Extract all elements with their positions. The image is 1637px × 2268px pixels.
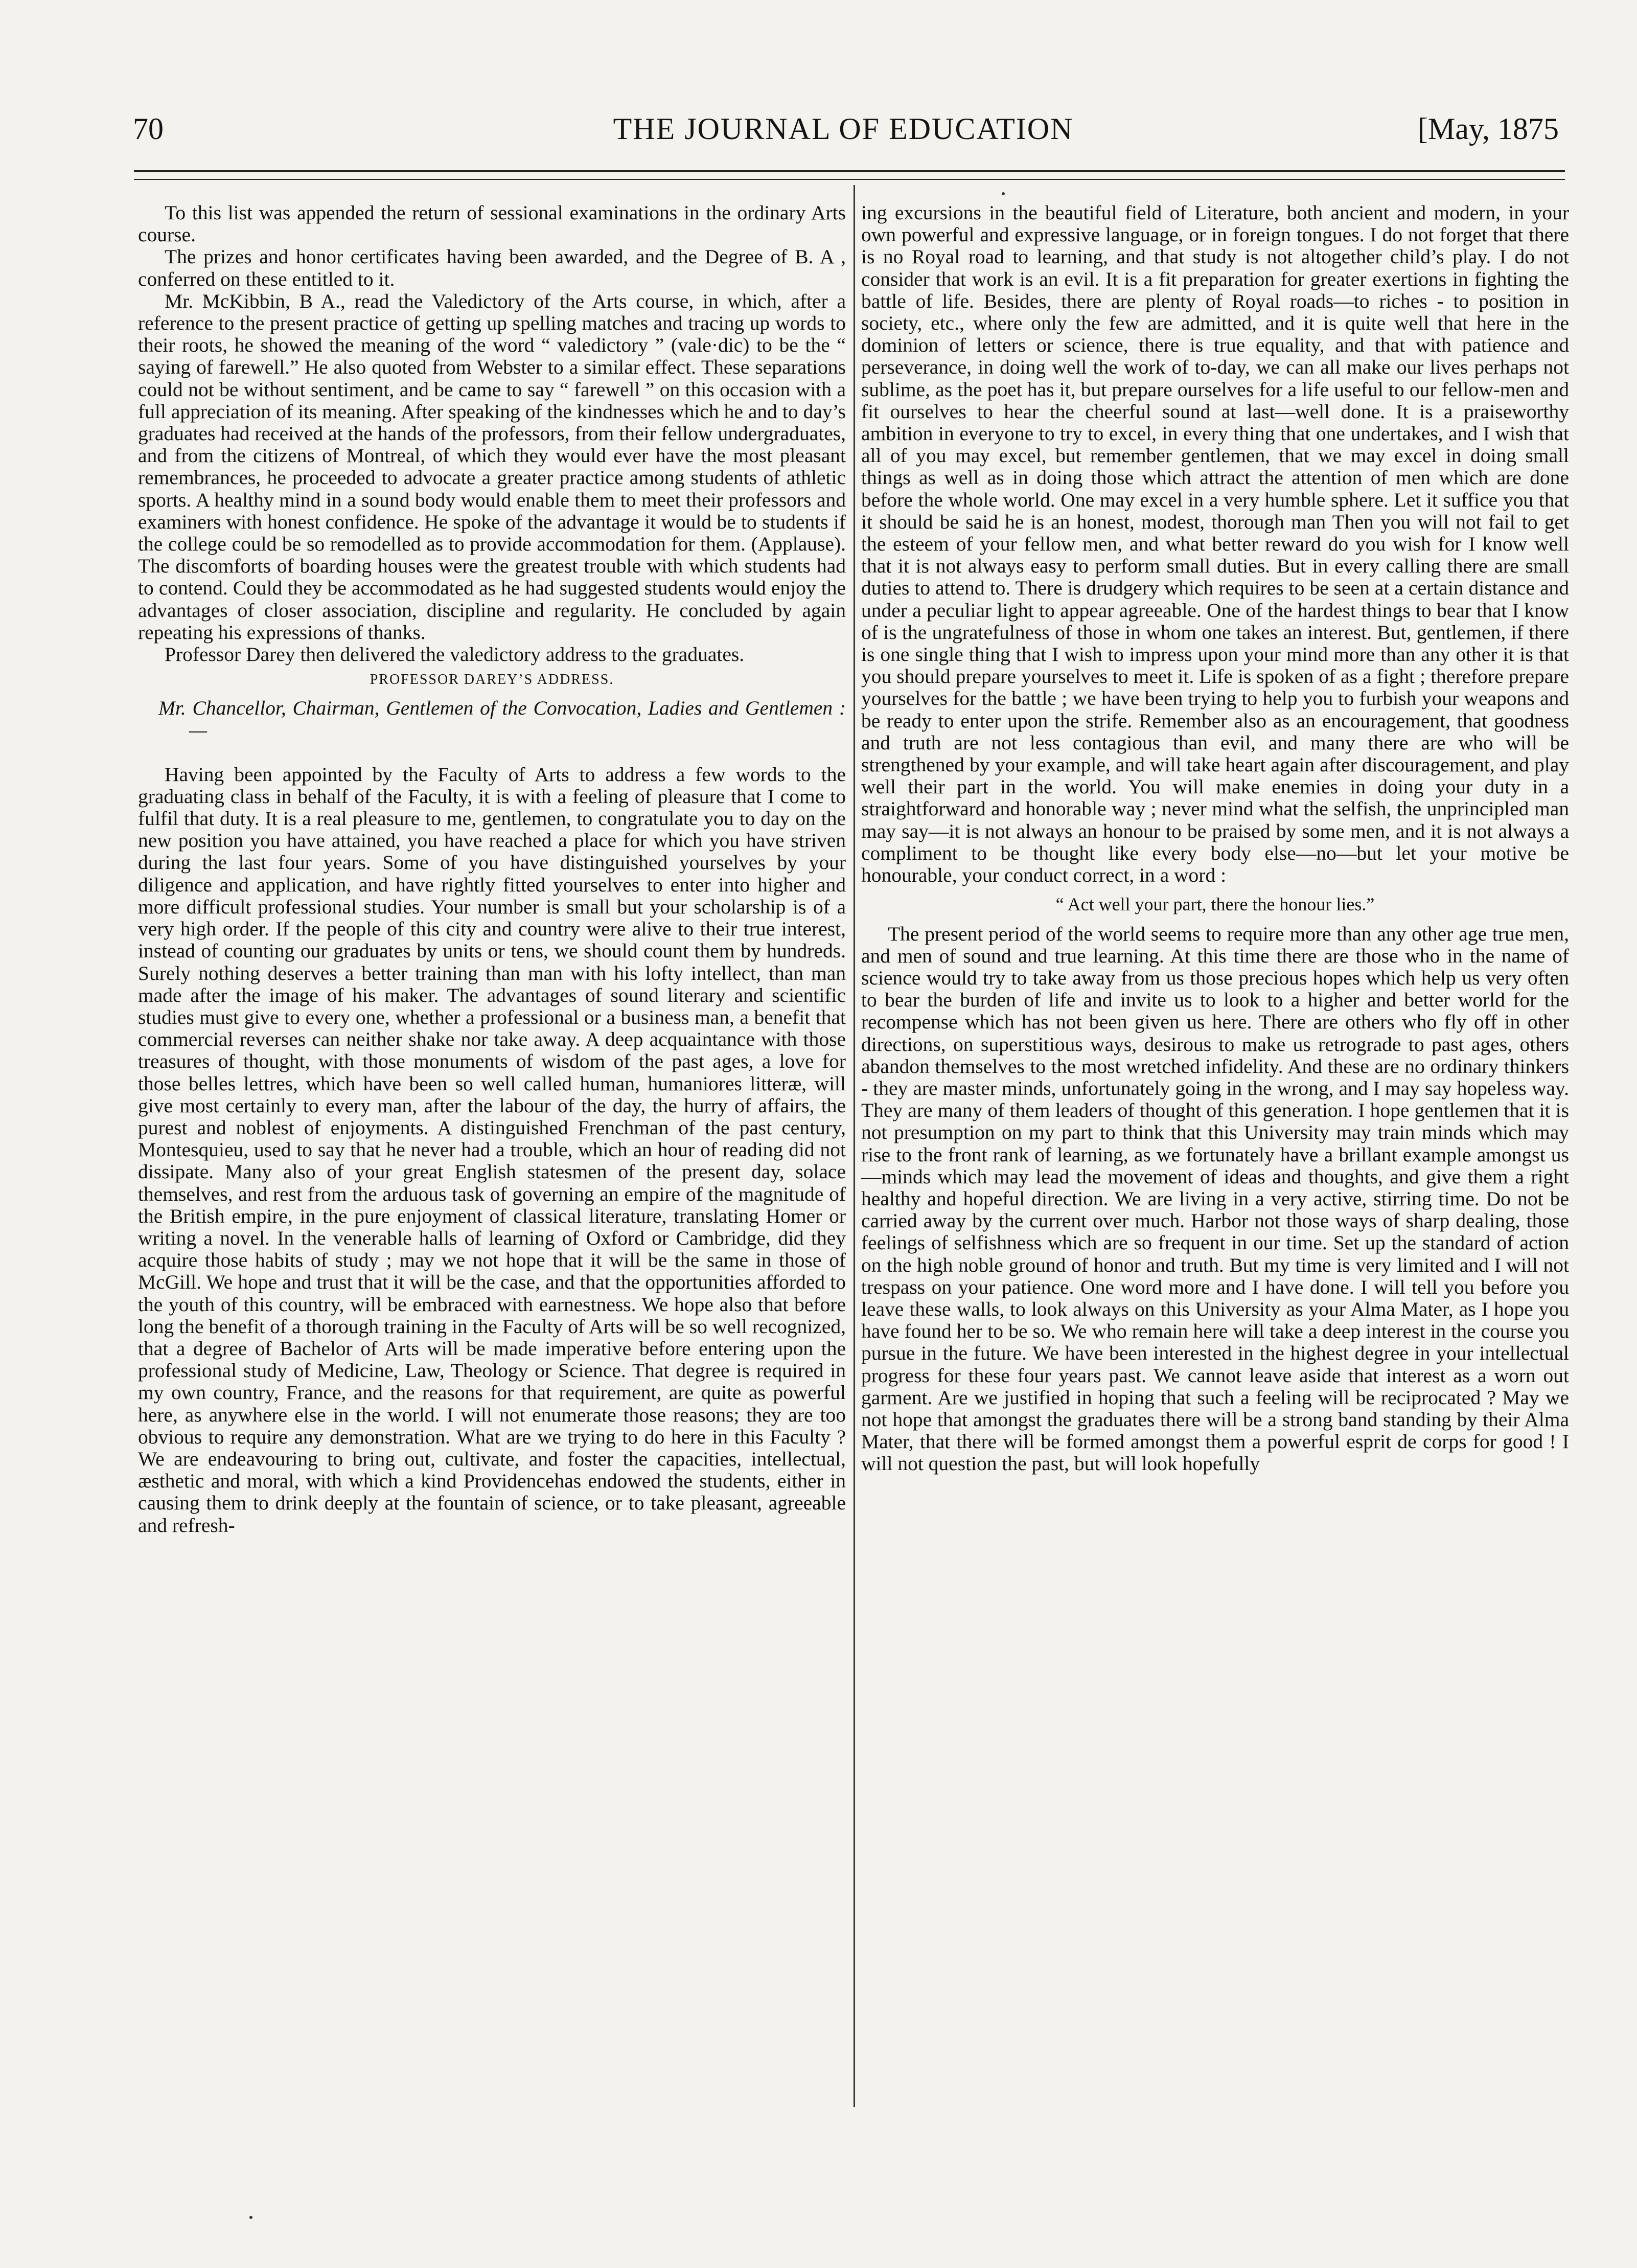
paragraph-darey-intro: Professor Darey then delivered the valedictory address to the graduates. [165,643,745,666]
paragraph-address-continued: ing excursions in the beautiful field of Literature, both ancient and modern, in your own powerful and expressive language, or in foreign tongues. I do not forget that there is no Royal road to learning, and that study is not altogether child’s play. I do not consider that work is an evil. It is a fit preparation for greater exertions in fighting the battle of life. Besides, there are plenty of Royal roads—to riches - to position in society, etc., where only the few are admitted, and it is quite well that here in the dominion of letters or science, there is true equality, and that with patience and perseverance, in doing well the work of to-day, we can all make our lives perhaps not sublime, as the poet has it, but prepare ourselves for a life useful to our fellow-men and fit ourselves to hear the cheerful sound at last—well done. It is a praiseworthy ambition in everyone to try to excel, in every thing that one undertakes, and I wish that all of you may excel, but remember gentlemen, that we may excel in doing small things as well as in doing those which attract the attention of men which are done before the whole world. One may excel in a very humble sphere. Let it suffice you that it should be said he is an honest, modest, thorough man Then you will not fail to get the esteem of your fellow men, and what better reward do you wish for I know well that it is not always easy to perform small duties. But in every calling there are small duties to attend to. There is drudgery which requires to be seen at a certain distance and under a peculiar light to appear agreeable. One of the hardest things to bear that I know of is the ungratefulness of those in whom one takes an interest. But, gentlemen, if there is one single thing that I wish to impress upon your mind more than any other it is that you should prepare yourselves to meet it. Life is spoken of as a fight ; therefore prepare yourselves for the battle ; we have been trying to help you to furbish your weapons and be ready to enter upon the strife. Remember also as an encouragement, that goodness and truth are not less contagious than evil, and many there are who will be strengthened by your example, and will take heart again after discouragement, and play well their part in the world. You will make enemies in doing your duty in a straightforward and honorable way ; never mind what the selfish, the unprincipled man may say—it is not always an honour to be praised by some men, and it is not always a compliment to be thought like every body else—no—but let your motive be honourable, your conduct correct, in a word : [861,201,1569,887]
address-heading: PROFESSOR DAREY’S ADDRESS. [370,672,614,688]
page-number: 70 [133,112,164,146]
issue-date: [May, 1875 [1417,112,1559,146]
header-rule-thin [134,179,1565,180]
paragraph-sessional-examinations: To this list was appended the return of sessional examinations in the ordinary Arts course. [138,201,846,246]
paragraph-present-period: The present period of the world seems to require more than any other age true men, and men of sound and true learning. At this time there are those who in the name of science would try to take away from us those precious hopes which help us very often to bear the burden of life and invite us to look to a higher and better world for the recompense which has not been given us here. There are others who fly off in other directions, on superstitious ways, desirous to make us retrograde to past ages, others abandon themselves to the most wretched infidelity. And these are no ordinary thinkers - they are master minds, unfortunately going in the wrong, and I may say hopeless way. They are many of them leaders of thought of this generation. I hope gentlemen that it is not presumption on my part to think that this University may train minds which may rise to the front rank of learning, as we fortunately have a brillant example amongst us—minds which may lead the movement of ideas and thoughts, and give them a right healthy and hopeful direction. We are living in a very active, stirring time. Do not be carried away by the current over much. Harbor not those ways of sharp dealing, those feelings of selfishness which are so frequent in our time. Set up the standard of action on the high noble ground of honor and truth. But my time is very limited and I will not trespass on your patience. One word more and I have done. I will tell you before you leave these walls, to look always on this University as your Alma Mater, as I hope you have found her to be so. We who remain here will take a deep interest in the course you pursue in the future. We have been interested in the highest degree in your intellectual progress for these four years past. We cannot leave aside that interest as a worn out garment. Are we justified in hoping that such a feeling will be reciprocated ? May we not hope that amongst the graduates there will be a strong band standing by their Alma Mater, that there will be formed amongst them a powerful esprit de corps for good ! I will not question the past, but will look hopefully [861,922,1569,1475]
print-speck [249,2216,252,2219]
paragraph-valedictory-arts: Mr. McKibbin, B A., read the Valedictory of the Arts course, in which, after a reference to the present practice of getting up spelling matches and tracing up words to their roots, he showed the meaning of the word “ valedictory ” (vale·dic) to be the “ saying of farewell.” He also quoted from Webster to a similar effect. These separations could not be without sentiment, and be came to say “ farewell ” on this occasion with a full appreciation of its meaning. After speaking of the kindnesses which he and to day’s graduates had received at the hands of the professors, from their fellow undergraduates, and from the citizens of Montreal, of which they would ever have the most pleasant remembrances, he proceeded to advocate a greater practice among students of athletic sports. A healthy mind in a sound body would enable them to meet their professors and examiners with honest confidence. He spoke of the advantage it would be to students if the college could be so remodelled as to provide accommodation for them. (Applause). The discomforts of boarding houses were the greatest trouble with which students had to contend. Could they be accommodated as he had suggested students would enjoy the advantages of closer association, discipline and regularity. He concluded by again repeating his expressions of thanks. [138,289,846,644]
header-rule-thick [134,170,1565,172]
paragraph-address-opening: Having been appointed by the Faculty of Arts to address a few words to the graduating class in behalf of the Faculty, it is with a feeling of pleasure that I come to fulfil that duty. It is a real pleasure to me, gentlemen, to congratulate you to day on the new position you have attained, you have reached a place for which you have striven during the last four years. Some of you have distinguished yourselves by your diligence and application, and have rightly fitted yourselves to enter into higher and more difficult professional studies. Your number is small but your scholarship is of a very high order. If the people of this city and country were alive to their true interest, instead of counting our graduates by units or tens, we should count them by hundreds. Surely nothing deserves a better training than man with his lofty intellect, than man made after the image of his maker. The advantages of sound literary and scientific studies must give to every one, whether a professional or a business man, a benefit that commercial reverses can neither shake nor take away. A deep acquaintance with those treasures of thought, with those monuments of wisdom of the past ages, a love for those belles lettres, which have been so well called human, humaniores litteræ, will give most certainly to every man, after the labour of the day, the hurry of affairs, the purest and noblest of enjoyments. A distinguished Frenchman of the past century, Montesquieu, used to say that he never had a trouble, which an hour of reading did not dissipate. Many also of your great English statesmen of the present day, solace themselves, and rest from the arduous task of governing an empire of the magnitude of the British empire, in the pure enjoyment of classical literature, translating Homer or writing a novel. In the venerable halls of learning of Oxford or Cambridge, did they acquire those habits of study ; may we not hope that it will be the same in those of McGill. We hope and trust that it will be the case, and that the opportunities afforded to the youth of this country, will be embraced with earnestness. We hope also that before long the benefit of a thorough training in the Faculty of Arts will be so well recognized, that a degree of Bachelor of Arts will be made imperative before entering upon the professional study of Medicine, Law, Theology or Science. That degree is required in my own country, France, and the reasons for that requirement, are quite as powerful here, as anywhere else in the world. I will not enumerate those reasons; they are too obvious to require any demonstration. What are we trying to do here in this Faculty ? We are endeavouring to bring out, cultivate, and foster the capacities, intellectual, æsthetic and moral, with which a kind Providencehas endowed the students, either in causing them to drink deeply at the fountain of science, or to take pleasant, agreeable and refresh- [138,763,846,1537]
paragraph-prizes: The prizes and honor certificates having been awarded, and the Degree of B. A , conferred on these entitled to it. [138,245,846,290]
right-column [861,202,1569,1475]
left-column [138,202,846,1537]
motto-quote: “ Act well your part, there the honour lies.” [1055,894,1375,915]
spacer [138,742,846,764]
journal-title: THE JOURNAL OF EDUCATION [613,112,1074,146]
page-header [128,108,1559,149]
column-divider [854,185,855,2107]
print-speck [1002,192,1005,195]
address-salutation: Mr. Chancellor, Chairman, Gentlemen of the Convocation, Ladies and Gentlemen :— [158,697,846,742]
